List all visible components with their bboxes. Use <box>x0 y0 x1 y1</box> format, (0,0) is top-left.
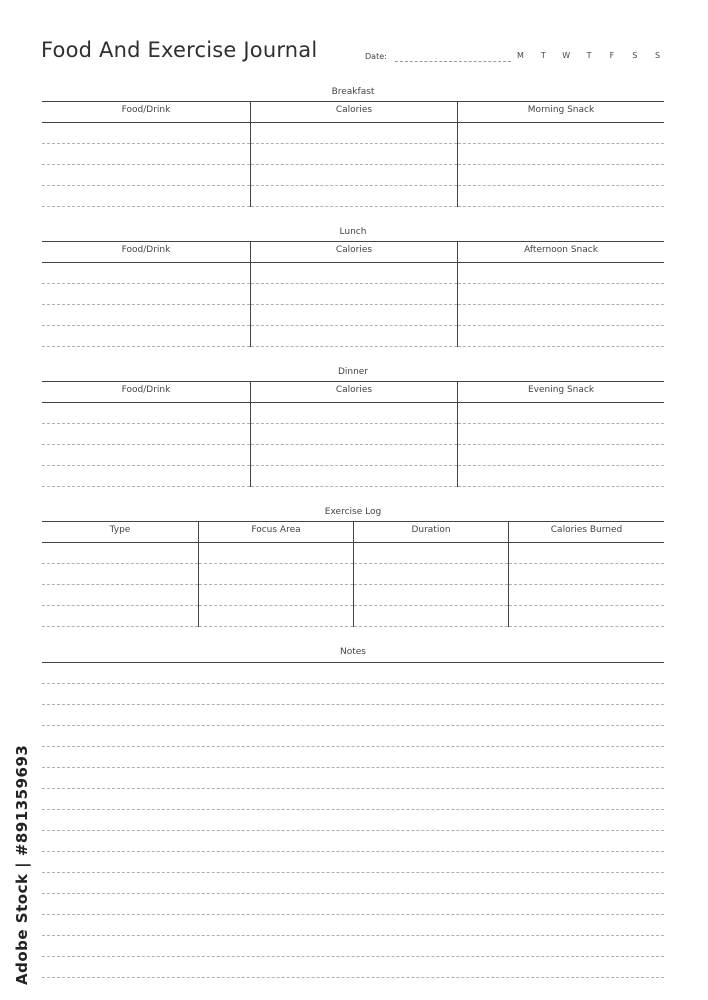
food-drink-column[interactable] <box>42 263 250 347</box>
snack-column[interactable] <box>457 123 664 207</box>
page-title: Food And Exercise Journal <box>41 38 318 62</box>
day-tuesday[interactable]: T <box>540 51 546 60</box>
dinner-header-row <box>42 382 664 403</box>
type-column[interactable] <box>42 543 198 627</box>
column-header: Food/Drink <box>121 385 171 395</box>
calories-column[interactable] <box>250 263 457 347</box>
exercise-log-table <box>42 521 664 627</box>
day-sunday[interactable]: S <box>655 51 661 60</box>
day-monday[interactable]: M <box>516 51 524 60</box>
calories-column[interactable] <box>250 403 457 487</box>
food-drink-column[interactable] <box>42 403 250 487</box>
column-header: Duration <box>353 522 508 542</box>
column-header: Evening Snack <box>457 382 664 402</box>
column-header: Calories <box>250 242 457 262</box>
column-header: Calories <box>250 102 457 122</box>
day-saturday[interactable]: S <box>632 51 638 60</box>
dinner-table <box>42 381 664 487</box>
column-header: Type <box>109 525 131 535</box>
column-header: Calories <box>250 382 457 402</box>
column-header: Food/Drink <box>121 245 171 255</box>
day-wednesday[interactable]: W <box>562 51 571 60</box>
calories-burned-column[interactable] <box>508 543 664 627</box>
snack-column[interactable] <box>457 263 664 347</box>
breakfast-header-row <box>42 102 664 123</box>
column-header: Afternoon Snack <box>457 242 664 262</box>
notes-title: Notes <box>340 647 366 657</box>
column-header: Focus Area <box>198 522 353 542</box>
day-friday[interactable]: F <box>609 51 615 60</box>
snack-column[interactable] <box>457 403 664 487</box>
duration-column[interactable] <box>353 543 508 627</box>
focus-area-column[interactable] <box>198 543 353 627</box>
column-header: Food/Drink <box>121 105 171 115</box>
exercise-log-title: Exercise Log <box>324 507 382 517</box>
lunch-table <box>42 241 664 347</box>
notes-area[interactable] <box>42 662 664 978</box>
breakfast-title: Breakfast <box>331 87 375 97</box>
lunch-title: Lunch <box>339 227 367 237</box>
dinner-title: Dinner <box>337 367 369 377</box>
breakfast-table <box>42 101 664 207</box>
column-header: Calories Burned <box>508 522 664 542</box>
food-drink-column[interactable] <box>42 123 250 207</box>
weekday-selector <box>509 51 669 60</box>
lunch-header-row <box>42 242 664 263</box>
date-label: Date: <box>365 52 387 61</box>
day-thursday[interactable]: T <box>586 51 592 60</box>
exercise-header-row <box>42 522 664 543</box>
calories-column[interactable] <box>250 123 457 207</box>
stock-watermark-id: Adobe Stock | #891359693 <box>13 744 31 985</box>
column-header: Morning Snack <box>457 102 664 122</box>
date-field[interactable] <box>395 61 511 62</box>
